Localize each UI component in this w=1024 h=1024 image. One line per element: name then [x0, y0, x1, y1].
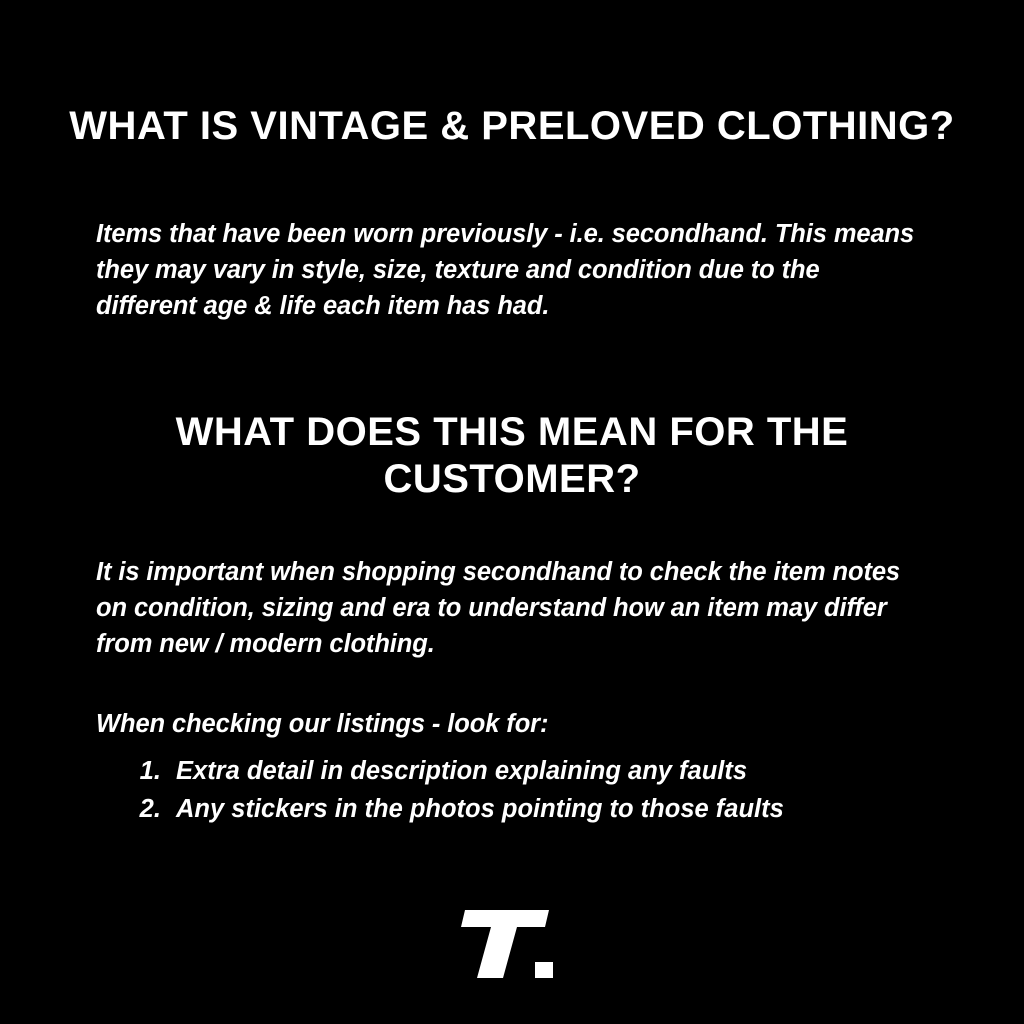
checklist-prompt: When checking our listings - look for: — [96, 709, 549, 738]
list-item: 1. Extra detail in description explaining any faults — [168, 752, 928, 790]
list-item: 2. Any stickers in the photos pointing to those faults — [168, 790, 928, 828]
definition-paragraph: Items that have been worn previously - i.e. secondhand. This means they may vary in style, size, texture and condition due to the different age & life each item has had. — [96, 219, 915, 320]
brand-logo — [0, 910, 1024, 980]
checklist — [120, 752, 928, 829]
page-title: WHAT IS VINTAGE & PRELOVED CLOTHING? — [69, 103, 955, 148]
logo-t-icon — [457, 910, 567, 980]
section-title-customer-impact: WHAT DOES THIS MEAN FOR THE CUSTOMER? — [175, 410, 849, 502]
guidance-paragraph: It is important when shopping secondhand to check the item notes on condition, sizing and era to understand how an item may differ from new / modern clothing. — [96, 557, 901, 658]
